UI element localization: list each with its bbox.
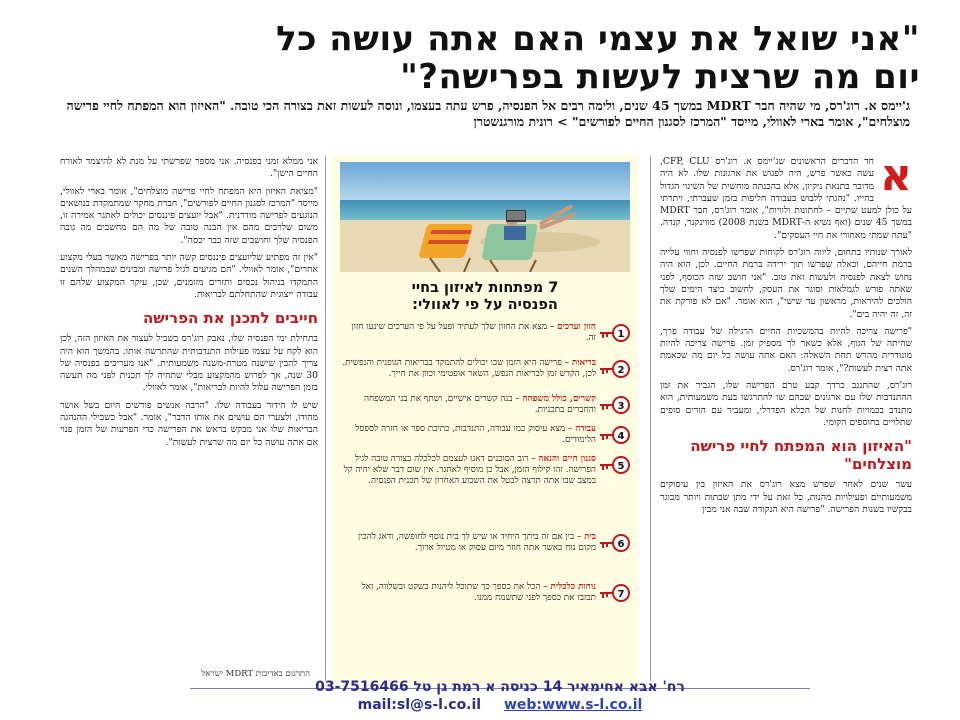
left-paragraph-4: בתחילת ימי הפנסיה שלו, נאבק רוג'רס בשביל לעצור את האיזון הזה, לכן הוא לקח על עצמו פעילות התנדבותית שהתרשה אותו. בהמשך הוא היה צריך להבין שישנה מטרת-משנה משמעותית. "אנו מעריכים בפנסיה של 30 שנה, אך לפרוש מהמקצוע מבלי שתהיה לך תכנית לפני מה תעשה בזמן הפרישה עלול להיות לבריאות", אומר לאוולי. xyxy=(60,333,318,394)
key-description: – הכל את כספך כך שתוכל ליהנות בשקט ובשלווה, ואל תבזבז את כספך לפני שתשמח ממנו. xyxy=(361,582,596,603)
right-paragraph-3: "פרישה צריכה להיות בהמשכיות החיים הרגילה של עבודה פרך, שהיתה של הגוף, אלא כשאר לך מספיק זמן. פרישה צריכה להיות מונודרית מהרש תחת השאלה: האם אתה עושה כל יום מה שכאמת אתה רצית לעשות?", אומר רוג'רס. xyxy=(660,325,912,374)
left-subheading: חייבים לתכנן את הפרישה xyxy=(142,309,318,328)
footer-email[interactable]: mail:sl@s-l.co.il xyxy=(357,697,482,713)
key-term: חזון וערכים xyxy=(557,322,596,332)
key-item xyxy=(342,358,632,394)
key-description: – מצא עיסוק כמו עבודה, התנדבות, כתיבת ספר או חזרה לספסל הלימודים. xyxy=(355,424,596,445)
key-icon xyxy=(598,424,632,446)
key-icon xyxy=(598,454,632,476)
svg-text:7: 7 xyxy=(617,589,625,600)
key-item xyxy=(342,532,632,582)
footer-web-link[interactable]: web:www.s-l.co.il xyxy=(503,697,643,713)
keys-list xyxy=(342,322,632,632)
right-subheading: "האיזון הוא המפתח לחיי פרישה מוצלחים" xyxy=(690,437,912,474)
left-paragraph-3: "אין זה מפתיע שליועצים פיננסים קשה יותר בפרישה מאשר בעלי מקצוע אחרים", אומר לאוולי. "הם מגיעים לגיל פרישה ומבינים שבמהלך השנים התמקדו בניהול נכסים ותזרים מזומנים, שכן, עיקר המקצוע שלהם זו עבודה ייצוגית שהתחלתם לבריאות. xyxy=(60,252,318,300)
key-description: – רוב הסוכנים דאגו לעצמם לכלכלה בצורה טובה לגיל הפרישה. זהו קילוף הזמן, אבל כן מוסיף לאתגר. אין שום דבר שלא יהיה קל במצב שבו אתה תרצה לבטל את השבוע האחרון של תכנית הפנסיה. xyxy=(343,454,596,486)
drop-cap: א xyxy=(879,156,912,201)
article-column-right xyxy=(660,156,912,686)
key-text xyxy=(342,424,596,446)
keys-box-title xyxy=(340,280,630,314)
key-icon xyxy=(598,358,632,380)
key-icon xyxy=(598,394,632,416)
right-paragraph-2: לאורך שנותיו בתחום, ליווה רוג'רס לקוחות שפרשו לפנסיה וחווי עלייה ברמת חייהם, וכאלה שפרשו תוך ירידה ברמת החיים. לכן, הוא היה נחוש לצאת לפנסיה ולעשות זאת טוב. "אני חושב שזה הכוסף, לפני שאתה פורש לגמלאות וסוגר את העסק, לחשוב כיצד הימים שלך הולכים להיראות, מראשון עד שישי", הוא אומר. "אם לא פורקת את זה, זה יהיה בים". xyxy=(660,247,912,320)
svg-text:3: 3 xyxy=(617,401,625,412)
left-paragraph-1: אני ממלא זמני בפנסיה. אני מספר שפרשתי על מנת לא להיצמד לאורח החיים הישן". xyxy=(60,156,318,180)
svg-text:2: 2 xyxy=(617,365,625,376)
key-text xyxy=(342,394,596,416)
svg-text:5: 5 xyxy=(617,461,625,472)
key-item xyxy=(342,424,632,454)
left-paragraph-2: "מציאת האיזון היא המפתח לחיי פרישה מוצלחים", אומר בארי לאוולי, מייסד "המרכז לסגנון החיים לפורשים", חברת מחקר שמתמקדת בנושאים הנוגעים לפרישה מודרנית. "אבל יועצים פיננסים יכולים לאתגר אמירה זו, משום שלרבים מהם אין הבנה טובה של מה הם מחשבים מה גובה הפנסיה שלך וחושבים שזה כבר יכסה". xyxy=(60,185,318,246)
key-text xyxy=(342,532,596,554)
right-paragraph-4: רוג'רס, שהתנגב כרדך קבע טרם הפרישה שלו, הגביר את זמן ההתנדבות שלו עם ארגונים שבהם שו להתרגשו בעת משמעותית, הוא מתנדב בכמויות לחנות של הכלא הפדרלי, ומעביר עם הורים סופים שתלויים בחוספים הקומי. xyxy=(660,380,912,428)
column-divider xyxy=(650,156,651,681)
right-paragraph-1: חד הדברים הראשונים שג'יימס א. רוג'רס CFP, CLU, עשה כאשר פרש, היה לפגוש את ארגונות שלו. לא היה מדובר בתנאת ניקיון, אלא בהכנתה מוחשית של השינוי הגדול בחייו. "נהגתי ללבוש בעבודה חליפות בזמן שעברתי, ויתרתי על כולן למעט שתיים – לחתונות ולוויות", אומר רוג'רס, חבר MDRT במשך 45 שנים (ואף נשיא ה-MDRT בשנת 2008) מווינקנר, קנדה. "עתה שמתי מאחורי את חיי העסקים". xyxy=(660,156,912,241)
article-lead: ג'יימס א. רוג'רס, מי שהיה חבר MDRT במשך 45 שנים, ולימה רבים אל הפנסיה, פרש עתה בעצמו, ונוסה לעשות זאת בצורה הכי טובה. "האיזון הוא המפתח לחיי פרישה מוצלחים", אומר בארי לאוולי, מייסד "המרכז לסגנון החיים לפורשים" > רונית מורגנשטרן xyxy=(66,98,910,129)
key-description: – בין אם זה ביתך היחיד או שיש לך בית נוסף לחופשה, ודאג להכין מקום נוח כאשר אתה חוזר מיום עסוק או מטיול ארוך. xyxy=(357,532,596,553)
key-item xyxy=(342,394,632,424)
key-icon xyxy=(598,322,632,344)
contact-footer xyxy=(190,679,810,719)
svg-text:6: 6 xyxy=(617,539,625,550)
key-description: – פרישה היא הזמן שבו יכולים להתמקד בבריאות הגופנית והנפשית. לכן, הקדש זמן לבריאות הנפש, השאר אופטימי וכוון את חייך. xyxy=(342,358,596,379)
headline-line-2: יום מה שרצית לעשות בפרישה?" xyxy=(400,57,920,97)
translation-credit: התרגום באדיבות MDRT ישראל xyxy=(201,669,310,679)
key-description: – מצא את החזון שלך לעתיד ופעל על פי הערכים שינעו חזון זה. xyxy=(351,322,596,343)
svg-text:4: 4 xyxy=(617,431,625,442)
key-item xyxy=(342,454,632,532)
key-term: סגנון חיים והנאה xyxy=(538,454,596,464)
left-paragraph-5: שיש לו הידור בעבודה שלו. "הרבה אנשים פורשים היום בשל אושר מהודו, ולצערי הם עושים את אותו הדבר", אומר. "אבל כשבילי ההנהגה הבריאות שלו אני מבקש בראש את הפרישה כדי הפרעות של הזמן פנוי אם אתה עושה כל יום מה שרצית לעשות". xyxy=(60,399,318,448)
headline-line-1: "אני שואל את עצמי האם אתה עושה כל xyxy=(276,19,920,59)
article-headline xyxy=(58,20,920,96)
key-icon xyxy=(598,532,632,554)
key-term: נוחות כלכלית xyxy=(550,582,596,592)
right-paragraph-5: עשר שנים לאחר שפרש מצא רוג'רס את האיזון בין עיסוקים משמעותיים ופעילויות מהנות, כל זאת על ידי מתן שבתות ויותר מבוגר בבקשיו בשנות הפרישה. "פרישה היא הנקודה שבה אני מבין xyxy=(660,479,912,515)
key-text xyxy=(342,582,596,604)
key-description: – בנה קשרים אישיים, ושתף את בני המשפחה והחברים בתכניות. xyxy=(363,394,596,415)
svg-text:1: 1 xyxy=(617,329,625,340)
key-icon xyxy=(598,582,632,604)
key-text xyxy=(342,322,596,344)
key-text xyxy=(342,454,596,487)
footer-address: רח' אבא אחימאיר 14 כניסה א רמת גן טל 03-7516466 xyxy=(315,679,685,695)
beach-photo xyxy=(340,162,630,272)
keys-box-title-line-1: 7 מפתחות לאיזון בחיי xyxy=(411,280,559,296)
column-divider xyxy=(325,156,326,681)
footer-contacts xyxy=(190,697,810,713)
key-text xyxy=(342,358,596,380)
key-term: עבודה xyxy=(575,424,596,434)
keys-box-title-line-2: הפנסיה על פי לאוולי: xyxy=(412,297,558,313)
key-term: בית xyxy=(584,532,596,542)
key-term: בריאות xyxy=(571,358,596,368)
key-item xyxy=(342,582,632,632)
key-item xyxy=(342,322,632,358)
key-term: קשרים, כולל משפחה xyxy=(522,394,596,404)
article-column-left xyxy=(60,156,318,686)
